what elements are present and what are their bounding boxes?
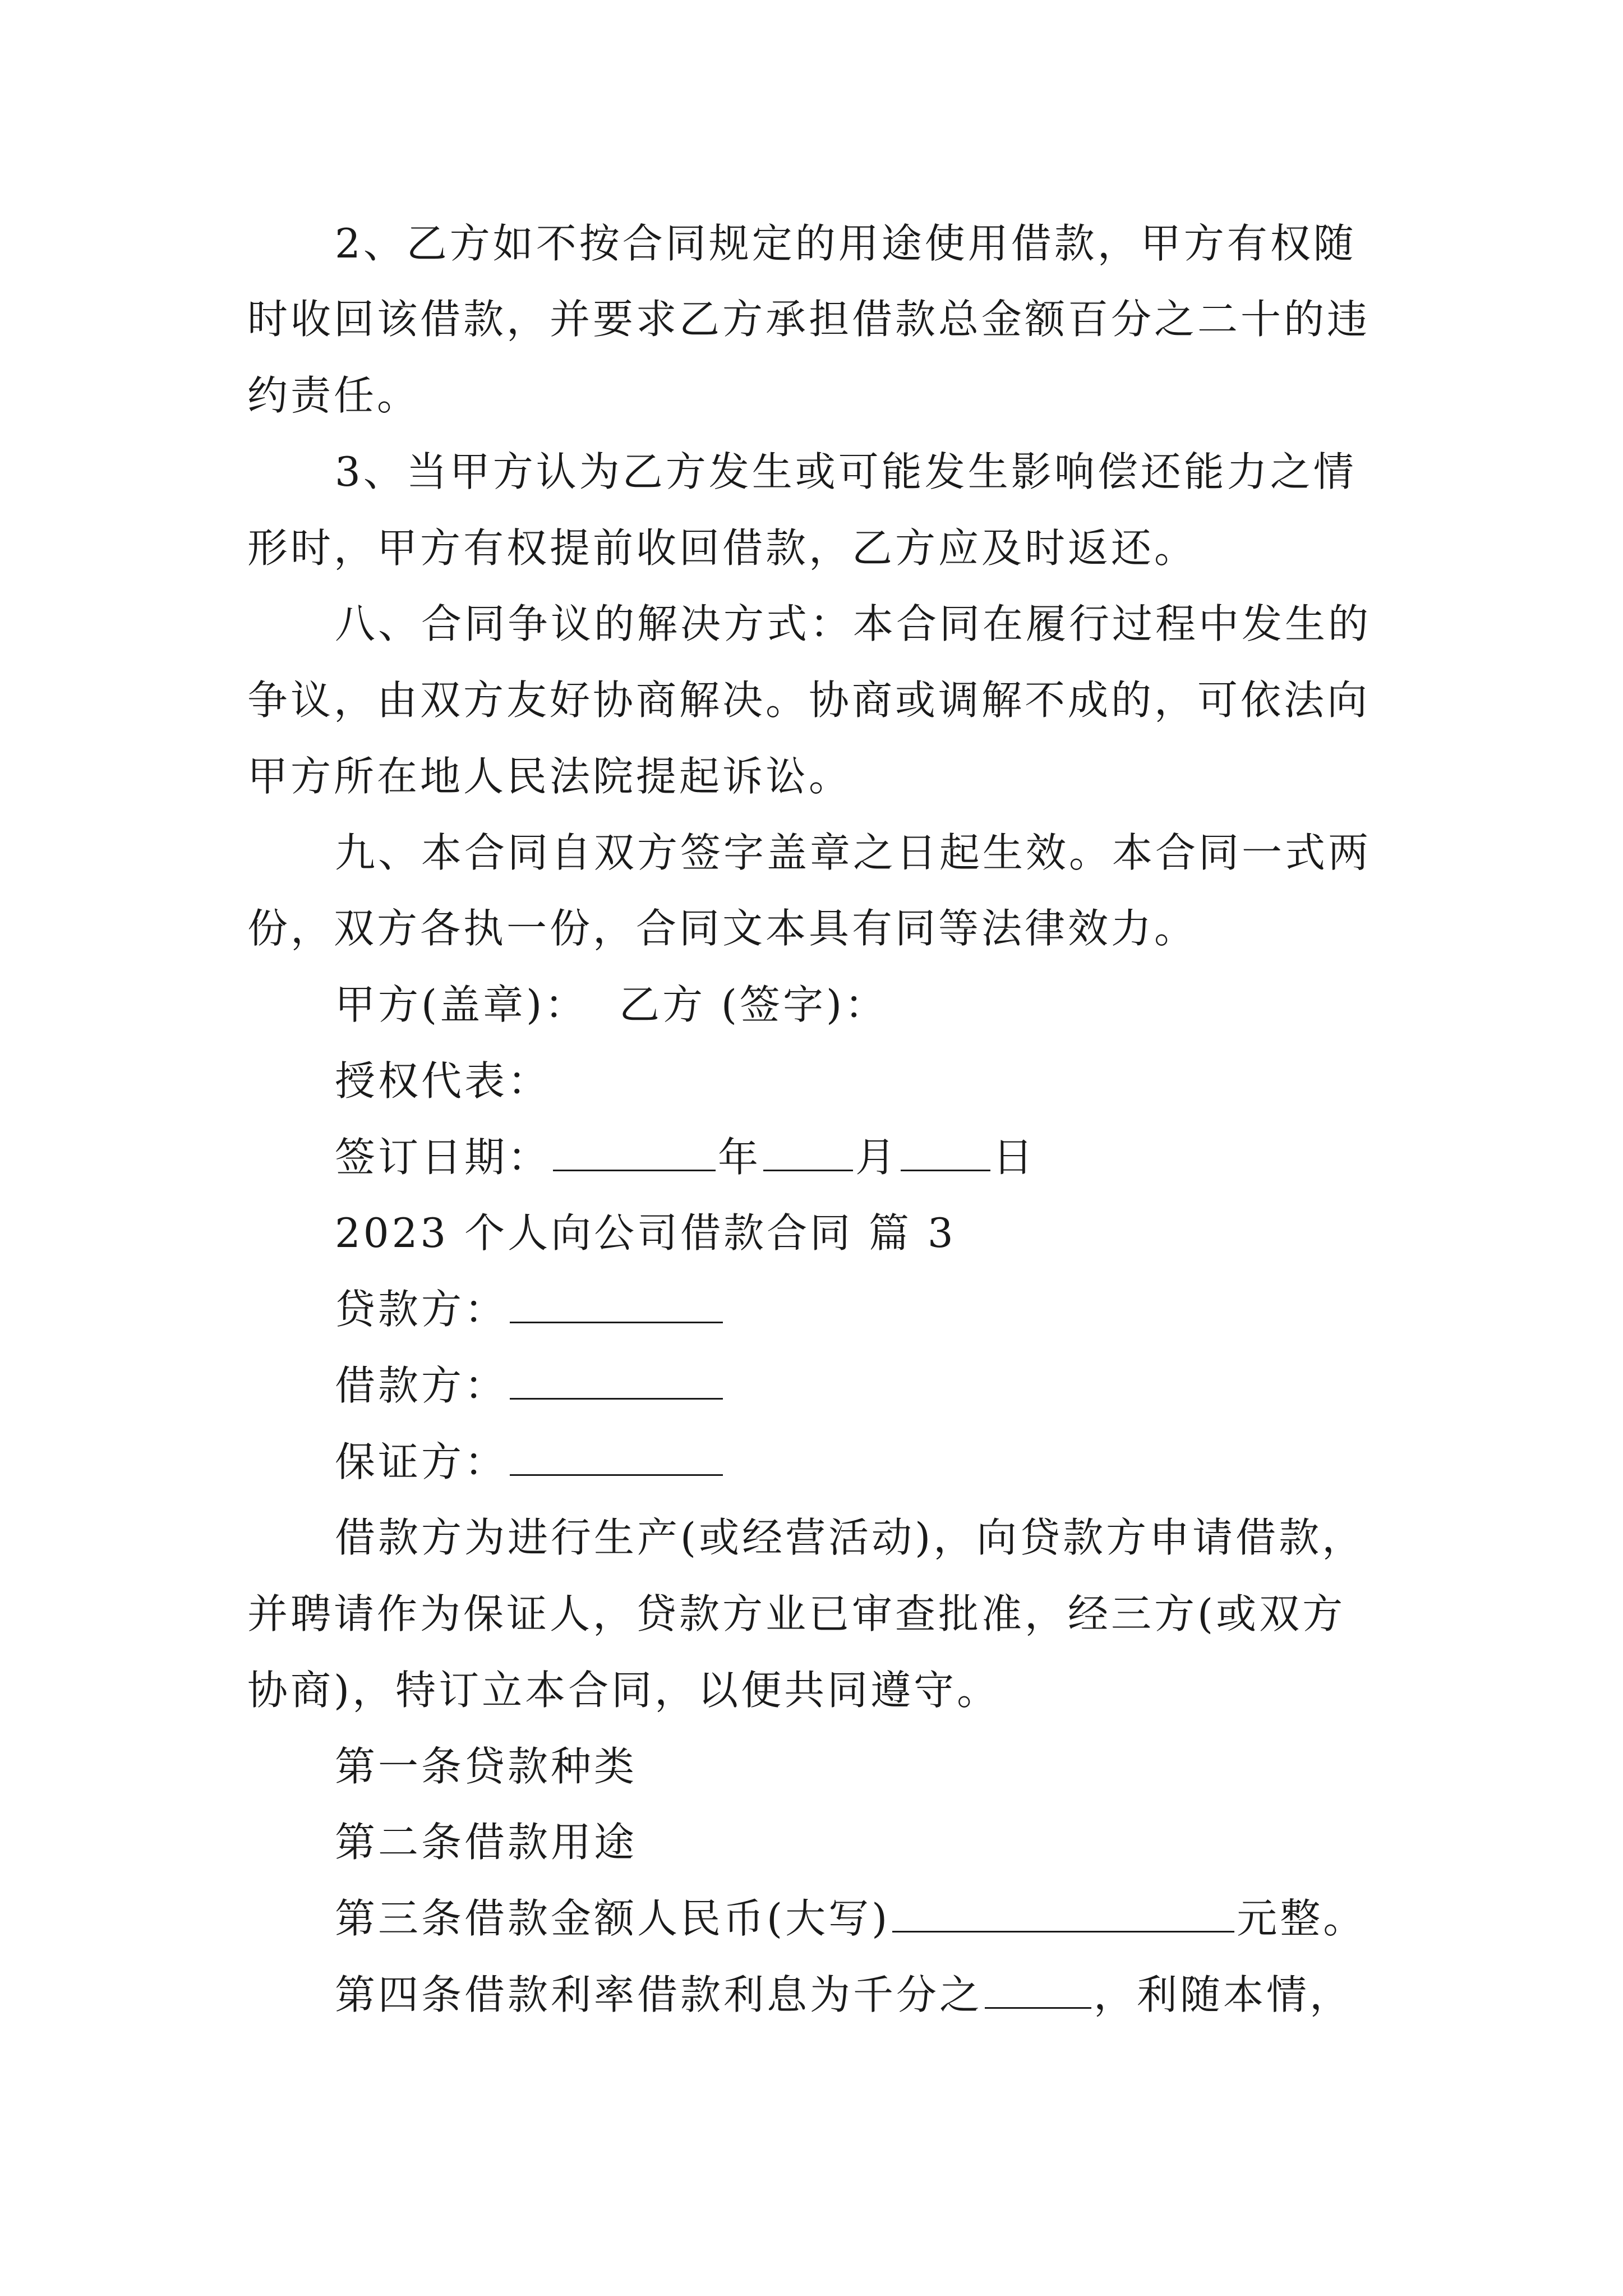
day-blank [901, 1137, 990, 1171]
item3-line-1: 3、当甲方认为乙方发生或可能发生影响偿还能力之情 [335, 448, 1357, 495]
signing-date-line [335, 1132, 1036, 1182]
article-3-prefix: 第三条借款金额人民币(大写) [335, 1895, 891, 1942]
item3-line-2: 形时，甲方有权提前收回借款，乙方应及时返还。 [247, 524, 1198, 572]
date-label: 签订日期： [335, 1134, 551, 1181]
lender-label: 贷款方： [335, 1286, 508, 1333]
article-4-line [335, 1970, 1353, 2020]
guarantor-line [335, 1437, 725, 1487]
representative-label: 授权代表： [335, 1057, 551, 1105]
party-b-label: 乙方 (签字)： [619, 981, 888, 1028]
intro-line-2: 并聘请作为保证人，贷款方业已审查批准，经三方(或双方 [247, 1590, 1346, 1637]
lender-blank [510, 1289, 723, 1323]
year-blank [553, 1137, 716, 1171]
article-4-prefix: 第四条借款利率借款利息为千分之 [335, 1971, 983, 2018]
section9-line-1: 九、本合同自双方签字盖章之日起生效。本合同一式两 [335, 829, 1372, 876]
article-2: 第二条借款用途 [335, 1819, 638, 1866]
year-label: 年 [718, 1134, 762, 1181]
intro-line-3: 协商)，特订立本合同，以便共同遵守。 [247, 1667, 1000, 1714]
section8-line-1: 八、合同争议的解决方式：本合同在履行过程中发生的 [335, 600, 1372, 647]
borrower-label: 借款方： [335, 1362, 508, 1409]
guarantor-blank [510, 1442, 723, 1476]
party-a-label: 甲方(盖章)： [335, 981, 588, 1028]
month-blank [763, 1137, 853, 1171]
section9-line-2: 份，双方各执一份，合同文本具有同等法律效力。 [247, 905, 1198, 952]
borrower-blank [510, 1365, 723, 1400]
lender-line [335, 1284, 725, 1335]
month-label: 月 [855, 1134, 899, 1181]
intro-line-1: 借款方为进行生产(或经营活动)，向贷款方申请借款， [335, 1514, 1366, 1561]
item2-line-2: 时收回该借款，并要求乙方承担借款总金额百分之二十的违 [247, 296, 1371, 343]
interest-rate-blank [985, 1975, 1091, 2009]
day-label: 日 [993, 1134, 1036, 1181]
guarantor-label: 保证方： [335, 1438, 508, 1485]
signature-parties-line [335, 979, 888, 1030]
contract3-heading: 2023 个人向公司借款合同 篇 3 [335, 1209, 956, 1257]
borrower-line [335, 1360, 725, 1411]
item2-line-3: 约责任。 [247, 372, 421, 419]
article-1: 第一条贷款种类 [335, 1743, 638, 1790]
section8-line-2: 争议，由双方友好协商解决。协商或调解不成的，可依法向 [247, 677, 1371, 724]
item2-line-1: 2、乙方如不按合同规定的用途使用借款，甲方有权随 [335, 220, 1357, 267]
section8-line-3: 甲方所在地人民法院提起诉讼。 [247, 753, 852, 800]
article-3-suffix: 元整。 [1237, 1895, 1367, 1942]
article-3-line [335, 1893, 1366, 1944]
amount-blank [892, 1898, 1234, 1932]
article-4-suffix: ，利随本情， [1094, 1971, 1353, 2018]
